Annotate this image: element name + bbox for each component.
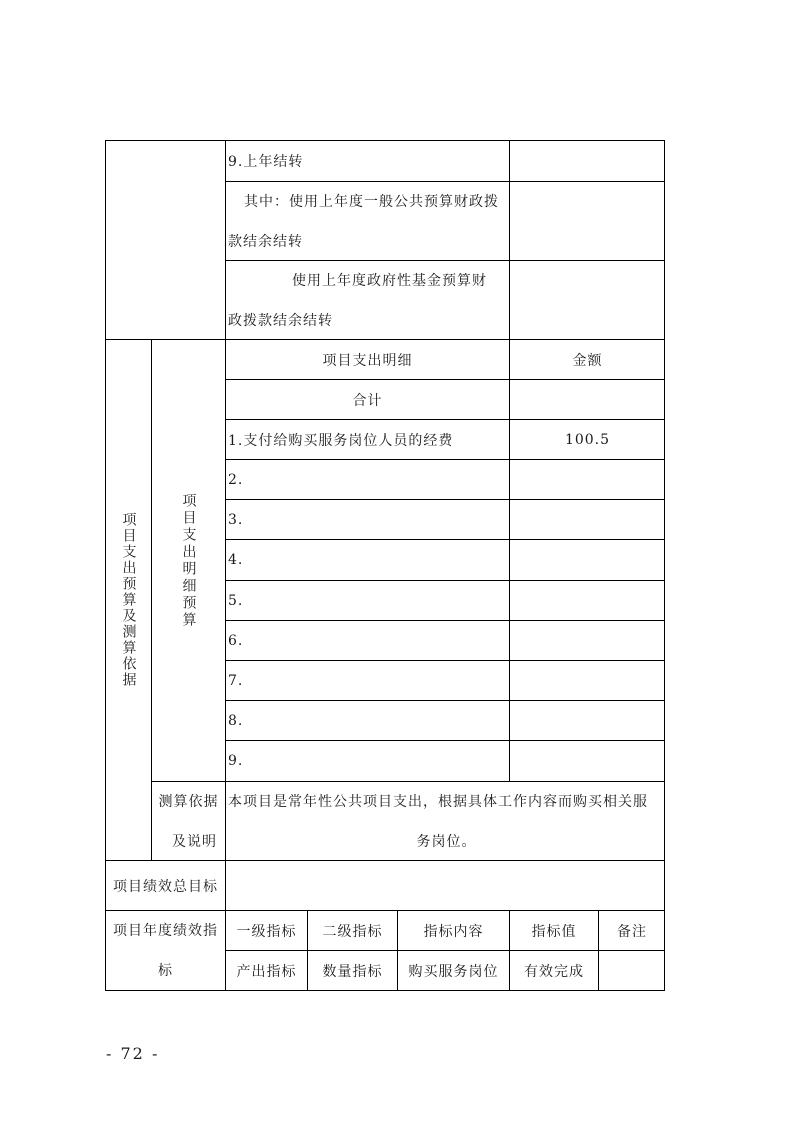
total-amount-cell bbox=[509, 379, 665, 419]
item-row-7-amount bbox=[509, 660, 665, 700]
item-row-9-label bbox=[225, 740, 509, 781]
row-general-budget-line2: 款结余结转 bbox=[228, 234, 303, 250]
row-prev-year-carryover-text: 9.上年结转 bbox=[228, 154, 304, 170]
total-goal-label-cell bbox=[105, 860, 225, 910]
indicator-row-value-text: 有效完成 bbox=[524, 964, 584, 980]
basis-label-cell bbox=[151, 781, 225, 860]
indicator-header-level2 bbox=[307, 910, 397, 950]
row-gov-fund-carryover-amount bbox=[509, 260, 665, 339]
indicator-header-level1-text: 一级指标 bbox=[236, 923, 297, 940]
item-row-1-label bbox=[225, 419, 509, 459]
row-gov-fund-line2: 政拨款结余结转 bbox=[228, 313, 333, 329]
item-8-label-text: 8. bbox=[228, 712, 244, 729]
item-row-3-label bbox=[225, 499, 509, 539]
item-row-4-label bbox=[225, 539, 509, 580]
budget-basis-outer-text: 项目支出预算及测算依据 bbox=[120, 512, 137, 688]
item-row-8-amount bbox=[509, 700, 665, 740]
indicator-row-level1-text: 产出指标 bbox=[236, 964, 297, 980]
item-4-label-text: 4. bbox=[228, 552, 244, 568]
item-row-6-label bbox=[225, 620, 509, 660]
row-gov-fund-line1: 使用上年度政府性基金预算财 bbox=[292, 273, 487, 289]
annual-indicator-label-cell bbox=[105, 910, 225, 991]
item-row-2-label bbox=[225, 459, 509, 499]
item-row-6-amount bbox=[509, 620, 665, 660]
header-detail-cell bbox=[225, 339, 509, 379]
item-1-label-text: 1.支付给购买服务岗位人员的经费 bbox=[228, 432, 454, 449]
header-detail-text: 项目支出明细 bbox=[322, 352, 413, 369]
item-row-4-amount bbox=[509, 539, 665, 580]
annual-indicator-line1: 项目年度绩效指 bbox=[113, 923, 218, 939]
indicator-row-level1 bbox=[225, 950, 307, 991]
item-5-label-text: 5. bbox=[228, 592, 244, 609]
total-label-cell bbox=[225, 379, 509, 419]
row-prev-year-carryover-amount bbox=[509, 140, 665, 181]
item-row-8-label bbox=[225, 700, 509, 740]
indicator-row-remark bbox=[598, 950, 665, 991]
budget-detail-inner-label bbox=[151, 339, 225, 781]
indicator-row-value bbox=[509, 950, 598, 991]
budget-basis-outer-label bbox=[105, 339, 151, 860]
total-label-text: 合计 bbox=[352, 392, 383, 409]
annual-indicator-line2: 标 bbox=[158, 963, 173, 979]
item-row-5-label bbox=[225, 580, 509, 620]
item-1-amount-text: 100.5 bbox=[564, 431, 611, 448]
indicator-row-content-text: 购买服务岗位 bbox=[408, 964, 499, 980]
row-gov-fund-carryover-label bbox=[225, 260, 509, 339]
item-2-label-text: 2. bbox=[228, 471, 244, 488]
top-left-blank bbox=[105, 140, 225, 339]
item-6-label-text: 6. bbox=[228, 632, 244, 649]
basis-text-line1: 本项目是常年性公共项目支出，根据具体工作内容而购买相关服 bbox=[228, 794, 648, 810]
item-row-3-amount bbox=[509, 499, 665, 539]
row-general-budget-line1: 其中：使用上年度一般公共预算财政拨 bbox=[244, 194, 499, 210]
indicator-header-remark-text: 备注 bbox=[617, 923, 647, 940]
header-amount-text: 金额 bbox=[572, 352, 603, 369]
item-row-5-amount bbox=[509, 580, 665, 620]
indicator-row-level2-text: 数量指标 bbox=[322, 964, 383, 980]
header-amount-cell bbox=[509, 339, 665, 379]
item-row-7-label bbox=[225, 660, 509, 700]
total-goal-value-cell bbox=[225, 860, 665, 910]
item-3-label-text: 3. bbox=[228, 511, 244, 528]
indicator-header-value bbox=[509, 910, 598, 950]
budget-detail-inner-text: 项目支出明细预算 bbox=[180, 492, 197, 629]
item-7-label-text: 7. bbox=[228, 672, 244, 689]
basis-text-cell bbox=[225, 781, 665, 860]
indicator-row-level2 bbox=[307, 950, 397, 991]
page-number: - 72 - bbox=[106, 1044, 160, 1063]
row-prev-year-carryover-label bbox=[225, 140, 509, 181]
row-general-budget-carryover-label bbox=[225, 181, 509, 260]
indicator-row-content bbox=[397, 950, 509, 991]
indicator-header-level2-text: 二级指标 bbox=[322, 923, 383, 940]
basis-label-line2: 及说明 bbox=[172, 834, 217, 850]
basis-text-line2: 务岗位。 bbox=[416, 834, 477, 850]
indicator-header-remark bbox=[598, 910, 665, 950]
indicator-header-value-text: 指标值 bbox=[531, 923, 577, 940]
item-row-1-amount bbox=[509, 419, 665, 459]
item-row-9-amount bbox=[509, 740, 665, 781]
item-row-2-amount bbox=[509, 459, 665, 499]
item-9-label-text: 9. bbox=[228, 753, 244, 769]
indicator-header-content bbox=[397, 910, 509, 950]
basis-label-line1: 测算依据 bbox=[158, 794, 219, 810]
row-general-budget-carryover-amount bbox=[509, 181, 665, 260]
indicator-header-content-text: 指标内容 bbox=[423, 923, 484, 940]
total-goal-label-text: 项目绩效总目标 bbox=[113, 878, 218, 895]
indicator-header-level1 bbox=[225, 910, 307, 950]
